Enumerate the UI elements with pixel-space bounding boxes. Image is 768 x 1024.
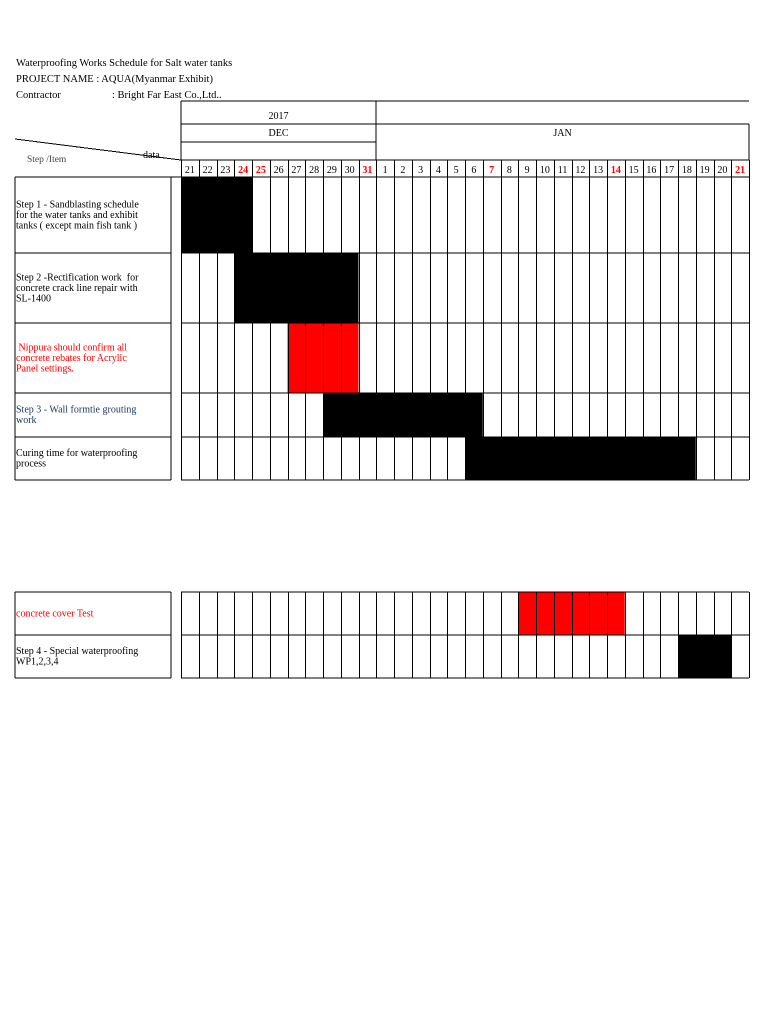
day-header: 26 <box>273 165 284 176</box>
task-bar <box>518 592 625 635</box>
day-header: 3 <box>418 165 424 176</box>
day-header: 21 <box>184 165 195 176</box>
day-header: 25 <box>255 165 266 176</box>
task-label-line: Nippura should confirm all <box>16 342 128 354</box>
contractor-label: Contractor <box>16 90 61 101</box>
project-name: PROJECT NAME : AQUA(Myanmar Exhibit) <box>16 74 213 85</box>
day-header: 5 <box>453 165 459 176</box>
task-label-line: Curing time for waterproofing <box>16 448 138 459</box>
day-header: 20 <box>717 165 728 176</box>
day-header: 17 <box>664 165 675 176</box>
day-header: 30 <box>344 165 355 176</box>
day-header: 23 <box>220 165 231 176</box>
month-dec-label: DEC <box>268 128 289 139</box>
day-header: 28 <box>309 165 320 176</box>
task-label-line: concrete crack line repair with <box>16 282 138 294</box>
task-bar <box>678 635 731 678</box>
day-header: 6 <box>471 165 477 176</box>
day-header: 13 <box>593 165 604 176</box>
task-label-line: process <box>16 458 46 470</box>
task-bar <box>323 393 483 437</box>
task-label-line: WP1,2,3,4 <box>16 656 59 668</box>
day-header: 29 <box>326 165 337 176</box>
task-bar <box>181 177 252 253</box>
task-bar <box>465 437 696 480</box>
task-label-line: Step 4 - Special waterproofing <box>16 646 139 657</box>
task-label-line: concrete cover Test <box>16 608 94 620</box>
task-label-line: Step 3 - Wall formtie grouting <box>16 404 137 416</box>
day-header: 7 <box>489 165 495 176</box>
task-label-line: concrete rebates for Acrylic <box>16 352 127 364</box>
day-header: 10 <box>539 165 550 176</box>
day-header: 8 <box>506 165 512 176</box>
task-label-line: Step 2 -Rectification work for <box>16 272 139 284</box>
day-header: 27 <box>291 165 302 176</box>
day-header: 9 <box>524 165 530 176</box>
day-header: 1 <box>382 165 388 176</box>
corner-step-label: Step /Item <box>27 155 67 165</box>
day-header: 19 <box>699 165 710 176</box>
day-header: 15 <box>628 165 639 176</box>
day-header: 24 <box>238 165 249 176</box>
contractor-value: : Bright Far East Co.,Ltd.. <box>112 90 222 101</box>
corner-data-label: data <box>143 150 160 161</box>
task-label-line: for the water tanks and exhibit <box>16 209 138 221</box>
day-header: 14 <box>610 165 621 176</box>
day-header: 2 <box>400 165 406 176</box>
day-header: 16 <box>646 165 657 176</box>
day-header: 18 <box>681 165 692 176</box>
task-label-line: tanks ( except main fish tank ) <box>16 220 138 232</box>
day-header: 12 <box>575 165 586 176</box>
day-header: 22 <box>202 165 213 176</box>
task-label-line: Step 1 - Sandblasting schedule <box>16 199 139 211</box>
year-label: 2017 <box>268 111 289 122</box>
task-label-line: Panel settings. <box>16 363 74 375</box>
task-label-line: SL-1400 <box>16 293 51 305</box>
day-header: 4 <box>435 165 441 176</box>
task-label-line: work <box>16 415 37 426</box>
schedule-title: Waterproofing Works Schedule for Salt water tanks <box>16 58 233 69</box>
day-header: 21 <box>735 165 746 176</box>
day-header: 11 <box>557 165 568 176</box>
day-header: 31 <box>362 165 373 176</box>
month-jan-label: JAN <box>553 128 572 139</box>
